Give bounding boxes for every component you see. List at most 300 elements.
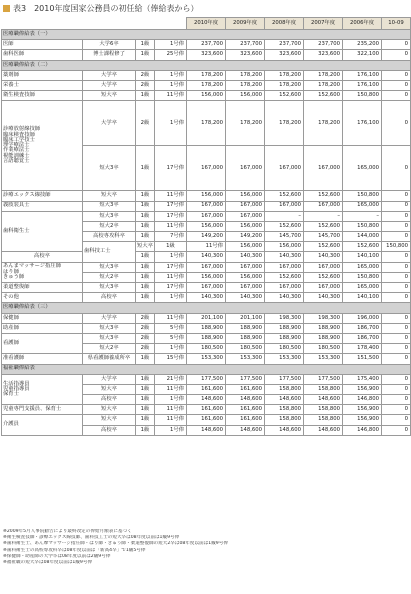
salary-value: 178,200 bbox=[187, 101, 226, 146]
job-category: 診療放射線技師 臨床検査技師 臨床工学技士 理学療法士 作業療法士 視能訓練士 言語聴覚士 bbox=[2, 101, 83, 191]
salary-value: 178,200 bbox=[265, 101, 304, 146]
salary-value: 178,200 bbox=[226, 70, 265, 80]
footnote: ※歯科衛生士、あん摩マッサージ指圧師・はり師・きゅう師・柔道整復師の短大2卒は08年度以前は1級9号俸 bbox=[3, 541, 228, 547]
salary-value: 148,600 bbox=[226, 425, 265, 435]
education: 短大3卒 bbox=[83, 211, 136, 221]
salary-value: – bbox=[304, 211, 343, 221]
header-diff: 10-09 bbox=[382, 18, 411, 30]
salary-value: 150,800 bbox=[343, 221, 382, 231]
salary-value: 145,700 bbox=[265, 232, 304, 242]
grade: 1級 bbox=[136, 40, 155, 50]
salary-value: 158,800 bbox=[304, 405, 343, 415]
education: 短大卒 bbox=[83, 384, 136, 394]
education: 短大3卒 bbox=[83, 283, 136, 293]
salary-value: 140,100 bbox=[343, 293, 382, 303]
salary-value: 156,000 bbox=[226, 242, 265, 252]
table-row bbox=[2, 40, 411, 50]
salary-value: 152,600 bbox=[304, 191, 343, 201]
salary-value: 158,800 bbox=[304, 384, 343, 394]
education: 高校卒 bbox=[83, 425, 136, 435]
step: 17号俸 bbox=[155, 146, 187, 191]
salary-value: 178,200 bbox=[226, 101, 265, 146]
salary-value: 198,300 bbox=[265, 313, 304, 323]
table-row bbox=[2, 374, 411, 384]
salary-value: 152,600 bbox=[343, 242, 382, 252]
diff-value: 0 bbox=[382, 272, 411, 282]
step: 11号俸 bbox=[187, 242, 226, 252]
grade: 1級 bbox=[136, 91, 155, 101]
education: 大学卒 bbox=[83, 374, 136, 384]
salary-value: 176,100 bbox=[343, 70, 382, 80]
salary-value: 167,000 bbox=[304, 262, 343, 272]
grade: 2級 bbox=[136, 333, 155, 343]
table-row bbox=[2, 323, 411, 333]
salary-value: 237,700 bbox=[304, 40, 343, 50]
salary-value: 178,200 bbox=[187, 80, 226, 90]
salary-value: 178,400 bbox=[343, 344, 382, 354]
footnotes bbox=[3, 529, 408, 566]
section-label: 医療職俸給表（一） bbox=[2, 30, 411, 40]
step: 11号俸 bbox=[155, 415, 187, 425]
salary-value: 237,700 bbox=[265, 40, 304, 50]
salary-value: 180,500 bbox=[265, 344, 304, 354]
education: 短大卒 bbox=[83, 415, 136, 425]
salary-value: 178,200 bbox=[187, 70, 226, 80]
education: 短大2卒 bbox=[83, 221, 136, 231]
salary-value: 167,000 bbox=[187, 201, 226, 211]
grade: 1級 bbox=[136, 191, 155, 201]
grade: 1級 bbox=[136, 425, 155, 435]
diff-value: 0 bbox=[382, 384, 411, 394]
salary-value: 167,000 bbox=[265, 146, 304, 191]
salary-value: 152,600 bbox=[304, 242, 343, 252]
grade: 1級 bbox=[136, 293, 155, 303]
salary-value: 156,000 bbox=[187, 191, 226, 201]
job-category: 義肢装具士 bbox=[2, 201, 83, 211]
diff-value: 0 bbox=[382, 232, 411, 242]
job-category: 歯科技工士 bbox=[83, 242, 136, 262]
step: 11号俸 bbox=[155, 384, 187, 394]
header-year: 2006年度 bbox=[343, 18, 382, 30]
section-row bbox=[2, 30, 411, 40]
salary-value: 140,300 bbox=[304, 252, 343, 262]
diff-value: 0 bbox=[382, 50, 411, 60]
education: 短大卒 bbox=[136, 242, 155, 252]
step: 11号俸 bbox=[155, 221, 187, 231]
salary-value: 156,000 bbox=[226, 91, 265, 101]
salary-value: 161,600 bbox=[187, 405, 226, 415]
step: 11号俸 bbox=[155, 405, 187, 415]
salary-value: 178,200 bbox=[226, 80, 265, 90]
job-category: 薬剤師 bbox=[2, 70, 83, 80]
grade: 1級 bbox=[136, 405, 155, 415]
salary-value: 140,300 bbox=[226, 293, 265, 303]
table-row bbox=[2, 91, 411, 101]
diff-value: 0 bbox=[382, 201, 411, 211]
education: 高校卒 bbox=[83, 395, 136, 405]
salary-value: 188,900 bbox=[226, 333, 265, 343]
salary-value: 148,600 bbox=[226, 395, 265, 405]
footnote: ※衛生検査技師・診療エックス線技師、歯科技工士の短大卒は08年度以前は1級9号俸 bbox=[3, 535, 180, 541]
salary-value: 156,900 bbox=[343, 405, 382, 415]
education: 大学卒 bbox=[83, 80, 136, 90]
table-row bbox=[2, 262, 411, 272]
salary-value: 322,100 bbox=[343, 50, 382, 60]
grade: 1級 bbox=[136, 201, 155, 211]
salary-value: 165,000 bbox=[343, 201, 382, 211]
salary-value: 156,000 bbox=[226, 221, 265, 231]
salary-value: 167,000 bbox=[187, 211, 226, 221]
salary-value: 177,500 bbox=[265, 374, 304, 384]
step: 11号俸 bbox=[155, 272, 187, 282]
section-label: 医療職俸給表（二） bbox=[2, 60, 411, 70]
diff-value: 0 bbox=[382, 80, 411, 90]
table-title bbox=[3, 2, 198, 16]
step: 1号俸 bbox=[155, 344, 187, 354]
diff-value: 0 bbox=[382, 313, 411, 323]
diff-value: 0 bbox=[382, 191, 411, 201]
header-year: 2010年度 bbox=[187, 18, 226, 30]
salary-value: 150,800 bbox=[382, 242, 411, 252]
step: 1号俸 bbox=[155, 425, 187, 435]
diff-value: 0 bbox=[382, 146, 411, 191]
salary-value: 156,000 bbox=[187, 91, 226, 101]
salary-value: 167,000 bbox=[304, 146, 343, 191]
education: 博士課程修了 bbox=[83, 50, 136, 60]
table-row bbox=[2, 80, 411, 90]
diff-value: 0 bbox=[382, 211, 411, 221]
step: 17号俸 bbox=[155, 201, 187, 211]
salary-value: 152,600 bbox=[304, 91, 343, 101]
header-year: 2008年度 bbox=[265, 18, 304, 30]
salary-value: 156,000 bbox=[265, 242, 304, 252]
diff-value: 0 bbox=[382, 252, 411, 262]
job-category: 准看護師 bbox=[2, 354, 83, 364]
salary-value: 176,100 bbox=[343, 101, 382, 146]
step: 1号俸 bbox=[155, 252, 187, 262]
salary-value: 156,000 bbox=[187, 221, 226, 231]
salary-value: 178,200 bbox=[265, 70, 304, 80]
section-label: 福祉職俸給表 bbox=[2, 364, 411, 374]
table-body bbox=[2, 30, 411, 436]
salary-value: 148,600 bbox=[265, 395, 304, 405]
salary-value: 161,600 bbox=[226, 384, 265, 394]
diff-value: 0 bbox=[382, 395, 411, 405]
salary-value: 178,200 bbox=[304, 101, 343, 146]
job-category: 生活指導員 児童指導員 保育士 bbox=[2, 374, 83, 405]
salary-value: 152,600 bbox=[304, 221, 343, 231]
salary-value: 140,300 bbox=[226, 252, 265, 262]
grade: 1級 bbox=[136, 232, 155, 242]
header-row bbox=[2, 18, 411, 30]
salary-value: 198,300 bbox=[304, 313, 343, 323]
job-category: 柔道整復師 bbox=[2, 283, 83, 293]
salary-value: 180,500 bbox=[304, 344, 343, 354]
grade: 1級 bbox=[155, 242, 187, 252]
table-row bbox=[2, 415, 411, 425]
salary-value: 188,900 bbox=[304, 323, 343, 333]
salary-value: 180,500 bbox=[226, 344, 265, 354]
salary-value: 158,800 bbox=[265, 405, 304, 415]
table-row bbox=[2, 211, 411, 221]
salary-value: 167,000 bbox=[226, 283, 265, 293]
step: 15号俸 bbox=[155, 354, 187, 364]
step: 17号俸 bbox=[155, 262, 187, 272]
salary-value: 156,900 bbox=[343, 384, 382, 394]
salary-value: 167,000 bbox=[304, 283, 343, 293]
education: 短大3卒 bbox=[83, 323, 136, 333]
job-category: 歯科衛生士 bbox=[2, 211, 83, 252]
grade: 2級 bbox=[136, 344, 155, 354]
step: 11号俸 bbox=[155, 313, 187, 323]
salary-value: 156,000 bbox=[226, 272, 265, 282]
diff-value: 0 bbox=[382, 70, 411, 80]
table-row bbox=[2, 201, 411, 211]
salary-value: 167,000 bbox=[265, 201, 304, 211]
salary-value: 178,200 bbox=[304, 70, 343, 80]
job-category: 医師 bbox=[2, 40, 83, 50]
salary-value: 235,200 bbox=[343, 40, 382, 50]
table-row bbox=[2, 405, 411, 415]
table-row bbox=[2, 283, 411, 293]
salary-value: 140,300 bbox=[187, 293, 226, 303]
grade: 1級 bbox=[136, 374, 155, 384]
table-row bbox=[2, 313, 411, 323]
salary-value: 148,600 bbox=[304, 395, 343, 405]
salary-value: 146,800 bbox=[343, 395, 382, 405]
salary-value: 196,000 bbox=[343, 313, 382, 323]
salary-value: 188,900 bbox=[304, 333, 343, 343]
job-category: 看護師 bbox=[2, 333, 83, 353]
education: 短大3卒 bbox=[83, 262, 136, 272]
step: 17号俸 bbox=[155, 211, 187, 221]
salary-table bbox=[1, 17, 411, 436]
table-row bbox=[2, 70, 411, 80]
salary-value: 158,800 bbox=[265, 384, 304, 394]
salary-value: 323,600 bbox=[265, 50, 304, 60]
salary-value: 176,100 bbox=[343, 80, 382, 90]
salary-value: 167,000 bbox=[187, 283, 226, 293]
salary-value: 323,600 bbox=[187, 50, 226, 60]
salary-value: 188,900 bbox=[265, 333, 304, 343]
job-category: 保健師 bbox=[2, 313, 83, 323]
salary-value: 188,900 bbox=[265, 323, 304, 333]
grade: 1級 bbox=[136, 272, 155, 282]
salary-value: 156,000 bbox=[187, 272, 226, 282]
salary-value: 140,100 bbox=[343, 252, 382, 262]
diff-value: 0 bbox=[382, 262, 411, 272]
salary-value: – bbox=[343, 211, 382, 221]
grade: 1級 bbox=[136, 211, 155, 221]
grade: 1級 bbox=[136, 354, 155, 364]
salary-value: 167,000 bbox=[226, 262, 265, 272]
salary-value: 150,800 bbox=[343, 272, 382, 282]
footnote: ※保健師・助産師の大学卒は08年度以前は2級9号俸 bbox=[3, 553, 111, 559]
step: 11号俸 bbox=[155, 191, 187, 201]
education: 短大卒 bbox=[83, 405, 136, 415]
table-row bbox=[2, 101, 411, 146]
title-text: 表3 2010年度国家公務員の初任給（俸給表から） bbox=[13, 4, 199, 13]
job-category: 歯科医師 bbox=[2, 50, 83, 60]
salary-value: 175,400 bbox=[343, 374, 382, 384]
education: 大学卒 bbox=[83, 70, 136, 80]
job-category: 栄養士 bbox=[2, 80, 83, 90]
step: 5号俸 bbox=[155, 333, 187, 343]
job-category: 児童専門支援員、保育士 bbox=[2, 405, 83, 415]
job-category: 診療エックス線技師 bbox=[2, 191, 83, 201]
salary-value: 167,000 bbox=[226, 146, 265, 191]
salary-value: 151,500 bbox=[343, 354, 382, 364]
job-category: その他 bbox=[2, 293, 83, 303]
salary-value: 167,000 bbox=[187, 262, 226, 272]
salary-value: 180,500 bbox=[187, 344, 226, 354]
salary-value: 177,500 bbox=[304, 374, 343, 384]
job-category: 介護員 bbox=[2, 415, 83, 435]
step: 1号俸 bbox=[155, 80, 187, 90]
education: 短大3卒 bbox=[83, 146, 136, 191]
education: 大学卒 bbox=[83, 313, 136, 323]
grade: 1級 bbox=[136, 146, 155, 191]
salary-value: 156,000 bbox=[226, 191, 265, 201]
salary-value: 153,300 bbox=[304, 354, 343, 364]
grade: 1級 bbox=[136, 395, 155, 405]
salary-value: 146,800 bbox=[343, 425, 382, 435]
grade: 1級 bbox=[136, 415, 155, 425]
job-category: あんまマッサージ指圧師 はり師 きゅう師 bbox=[2, 262, 83, 282]
step: 21号俸 bbox=[155, 374, 187, 384]
step: 1号俸 bbox=[155, 293, 187, 303]
salary-value: 177,500 bbox=[187, 374, 226, 384]
salary-value: 323,600 bbox=[304, 50, 343, 60]
section-row bbox=[2, 303, 411, 313]
step: 25号俸 bbox=[155, 50, 187, 60]
salary-value: 148,600 bbox=[187, 395, 226, 405]
table-row bbox=[2, 50, 411, 60]
step: 11号俸 bbox=[155, 91, 187, 101]
grade: 1級 bbox=[136, 252, 155, 262]
grade: 2級 bbox=[136, 323, 155, 333]
education: 大学卒 bbox=[83, 101, 136, 146]
header-year: 2007年度 bbox=[304, 18, 343, 30]
table-row bbox=[2, 333, 411, 343]
salary-value: 153,300 bbox=[226, 354, 265, 364]
salary-value: 167,000 bbox=[226, 201, 265, 211]
education: 短大2卒 bbox=[83, 344, 136, 354]
diff-value: 0 bbox=[382, 425, 411, 435]
salary-value: 140,300 bbox=[187, 252, 226, 262]
salary-value: 178,200 bbox=[304, 80, 343, 90]
salary-value: 140,300 bbox=[265, 293, 304, 303]
salary-value: 188,900 bbox=[187, 333, 226, 343]
salary-value: 161,600 bbox=[187, 415, 226, 425]
grade: 2級 bbox=[136, 80, 155, 90]
table-row bbox=[2, 293, 411, 303]
diff-value: 0 bbox=[382, 405, 411, 415]
salary-value: 145,700 bbox=[304, 232, 343, 242]
salary-value: 144,000 bbox=[343, 232, 382, 242]
diff-value: 0 bbox=[382, 344, 411, 354]
salary-value: 161,600 bbox=[226, 405, 265, 415]
step: 1号俸 bbox=[155, 101, 187, 146]
grade: 2級 bbox=[136, 70, 155, 80]
diff-value: 0 bbox=[382, 323, 411, 333]
diff-value: 0 bbox=[382, 415, 411, 425]
education: 短大3卒 bbox=[83, 333, 136, 343]
salary-value: 167,000 bbox=[265, 283, 304, 293]
section-row bbox=[2, 364, 411, 374]
diff-value: 0 bbox=[382, 283, 411, 293]
grade: 1級 bbox=[136, 221, 155, 231]
salary-value: 167,000 bbox=[187, 146, 226, 191]
step: 17号俸 bbox=[155, 283, 187, 293]
salary-value: 167,000 bbox=[226, 211, 265, 221]
footnote: ※福祉職の短大卒は08年度以前は1級9号俸 bbox=[3, 560, 93, 566]
section-label: 医療職俸給表（三） bbox=[2, 303, 411, 313]
diff-value: 0 bbox=[382, 293, 411, 303]
salary-value: 188,900 bbox=[226, 323, 265, 333]
grade: 1級 bbox=[136, 50, 155, 60]
step: 1号俸 bbox=[155, 70, 187, 80]
step: 1号俸 bbox=[155, 40, 187, 50]
salary-value: 158,800 bbox=[304, 415, 343, 425]
footnote: ※2009年5月人事院勧告により最終改定の俸給月額表に基づく bbox=[3, 529, 132, 534]
diff-value: 0 bbox=[382, 221, 411, 231]
footnote: ※歯科衛生士の高校専攻科卒は08年度以前は「新高4卒」で1級5号俸 bbox=[3, 547, 146, 553]
step: 5号俸 bbox=[155, 323, 187, 333]
salary-value: 165,000 bbox=[343, 262, 382, 272]
salary-value: 148,600 bbox=[187, 425, 226, 435]
salary-value: 156,900 bbox=[343, 415, 382, 425]
education: 県看護師養成所卒 bbox=[83, 354, 136, 364]
salary-value: 201,100 bbox=[187, 313, 226, 323]
salary-value: 152,600 bbox=[265, 221, 304, 231]
job-category: 衛生検査技師 bbox=[2, 91, 83, 101]
salary-value: 152,600 bbox=[265, 91, 304, 101]
salary-value: 178,200 bbox=[265, 80, 304, 90]
diff-value: 0 bbox=[382, 101, 411, 146]
table-row bbox=[2, 191, 411, 201]
table-row bbox=[2, 354, 411, 364]
salary-value: 140,300 bbox=[304, 293, 343, 303]
salary-value: 161,600 bbox=[187, 384, 226, 394]
diff-value: 0 bbox=[382, 374, 411, 384]
salary-value: 161,600 bbox=[226, 415, 265, 425]
grade: 1級 bbox=[136, 262, 155, 272]
education: 高校卒 bbox=[83, 293, 136, 303]
education: 短大2卒 bbox=[83, 272, 136, 282]
grade: 1級 bbox=[136, 283, 155, 293]
education: 短大卒 bbox=[83, 191, 136, 201]
section-row bbox=[2, 60, 411, 70]
diff-value: 0 bbox=[382, 333, 411, 343]
salary-value: 158,800 bbox=[265, 415, 304, 425]
salary-value: 237,700 bbox=[226, 40, 265, 50]
grade: 2級 bbox=[136, 101, 155, 146]
education: 短大3卒 bbox=[83, 201, 136, 211]
salary-value: 140,300 bbox=[265, 252, 304, 262]
grade: 2級 bbox=[136, 313, 155, 323]
salary-value: 186,700 bbox=[343, 333, 382, 343]
salary-value: 186,700 bbox=[343, 323, 382, 333]
header-blank bbox=[2, 18, 187, 30]
header-year: 2009年度 bbox=[226, 18, 265, 30]
salary-value: 149,200 bbox=[187, 232, 226, 242]
education: 高校卒 bbox=[2, 252, 83, 262]
salary-value: 152,600 bbox=[304, 272, 343, 282]
salary-value: 152,600 bbox=[265, 272, 304, 282]
salary-value: – bbox=[265, 211, 304, 221]
salary-value: 165,000 bbox=[343, 283, 382, 293]
